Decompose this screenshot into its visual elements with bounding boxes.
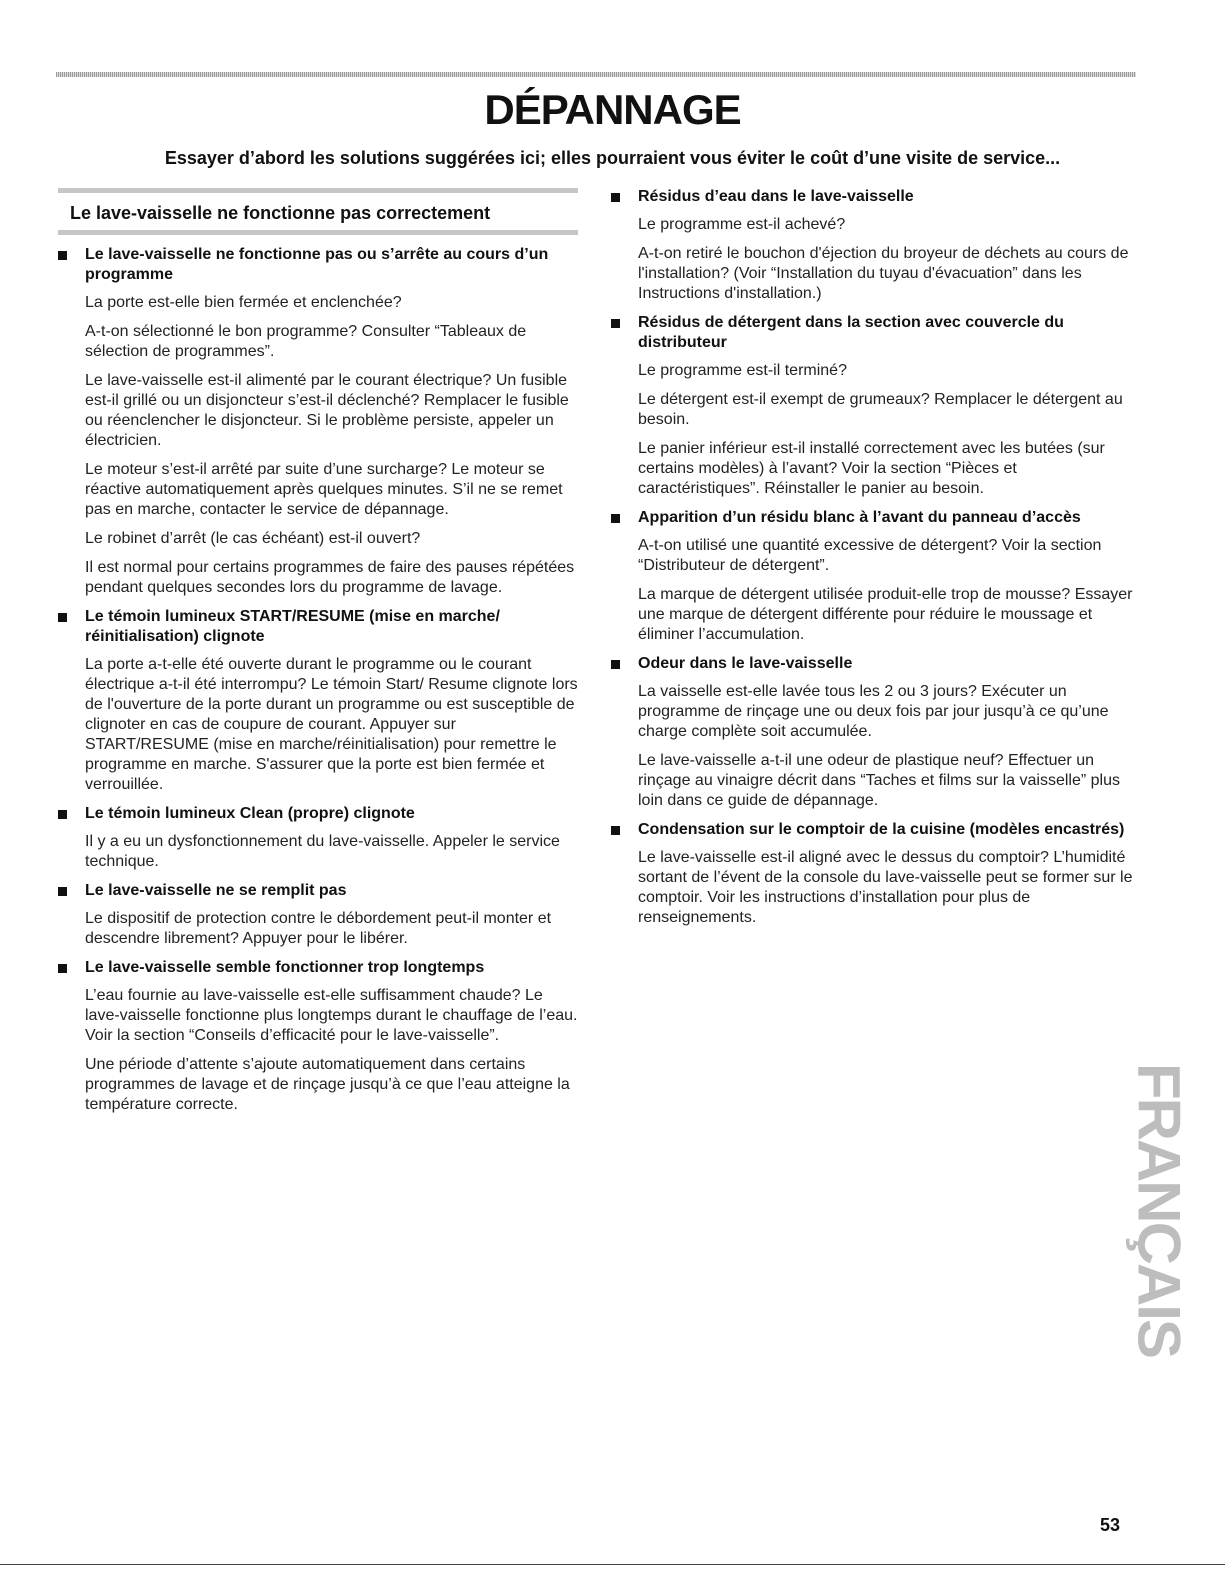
page-subtitle: Essayer d’abord les solutions suggérées ici; elles pourraient vous éviter le coût d’une visite de service... [164, 148, 1061, 168]
left-items [58, 245, 578, 1115]
troubleshooting-item [58, 881, 578, 949]
language-side-tab [1125, 1063, 1193, 1357]
item-title: Résidus de détergent dans la section avec couvercle du distributeur [638, 314, 1064, 351]
item-title: Le témoin lumineux Clean (propre) clignote [85, 805, 415, 822]
item-paragraph: Le lave-vaisselle a-t-il une odeur de plastique neuf? Effectuer un rinçage au vinaigre décrit dans “Taches et films sur la vaisselle” plus loin dans ce guide de dépannage. [638, 752, 1120, 809]
bullet-icon [611, 826, 620, 835]
item-paragraph: Le dispositif de protection contre le débordement peut-il monter et descendre librement? Appuyer pour le libérer. [85, 910, 552, 947]
item-paragraph: Le panier inférieur est-il installé correctement avec les butées (sur certains modèles) à l’avant? Voir la section “Pièces et caractéristiques”. Réinstaller le panier au besoin. [638, 440, 1105, 497]
item-title: Le lave-vaisselle ne se remplit pas [85, 882, 347, 899]
right-items [611, 187, 1136, 928]
header-rule [56, 72, 1136, 77]
left-column [58, 188, 578, 1124]
bullet-icon [611, 660, 620, 669]
troubleshooting-item [58, 245, 578, 598]
item-title: Condensation sur le comptoir de la cuisine (modèles encastrés) [638, 821, 1125, 838]
bullet-icon [58, 613, 67, 622]
right-column [611, 187, 1136, 937]
item-paragraph: Le détergent est-il exempt de grumeaux? Remplacer le détergent au besoin. [638, 391, 1123, 428]
troubleshooting-item [611, 508, 1136, 645]
item-paragraph: La marque de détergent utilisée produit-elle trop de mousse? Essayer une marque de détergent différente pour réduire le moussage et éliminer l’accumulation. [638, 586, 1133, 643]
item-paragraph: Le lave-vaisselle est-il alimenté par le courant électrique? Un fusible est-il grillé ou un disjoncteur s’est-il déclenché? Remplacer le fusible ou réenclencher le disjoncteur. Si le problème persiste, appeler un électricien. [85, 372, 569, 449]
item-paragraph: La porte est-elle bien fermée et enclenchée? [85, 294, 402, 311]
item-title: Le lave-vaisselle semble fonctionner trop longtemps [85, 959, 485, 976]
item-title: Apparition d’un résidu blanc à l’avant du panneau d’accès [638, 509, 1081, 526]
bullet-icon [611, 193, 620, 202]
item-title: Résidus d’eau dans le lave-vaisselle [638, 188, 914, 205]
bullet-icon [58, 810, 67, 819]
troubleshooting-item [611, 820, 1136, 928]
bullet-icon [58, 887, 67, 896]
bullet-icon [58, 251, 67, 260]
troubleshooting-item [611, 187, 1136, 304]
item-title: Le témoin lumineux START/RESUME (mise en marche/ réinitialisation) clignote [85, 608, 500, 645]
item-paragraph: Le robinet d’arrêt (le cas échéant) est-il ouvert? [85, 530, 421, 547]
item-title: Le lave-vaisselle ne fonctionne pas ou s’arrête au cours d’un programme [85, 246, 549, 283]
section-title: Le lave-vaisselle ne fonctionne pas correctement [70, 203, 491, 223]
page-number: 53 [1100, 1515, 1121, 1535]
bullet-icon [611, 514, 620, 523]
troubleshooting-item [58, 607, 578, 795]
item-paragraph: A-t-on sélectionné le bon programme? Consulter “Tableaux de sélection de programmes”. [85, 323, 527, 360]
bullet-icon [611, 319, 620, 328]
page-title: DÉPANNAGE [484, 86, 741, 133]
section-header [58, 188, 578, 235]
item-paragraph: La vaisselle est-elle lavée tous les 2 ou 3 jours? Exécuter un programme de rinçage une ou deux fois par jour jusqu’à ce qu’une charge complète soit accumulée. [638, 683, 1109, 740]
item-paragraph: Le programme est-il achevé? [638, 216, 846, 233]
item-paragraph: Une période d’attente s’ajoute automatiquement dans certains programmes de lavage et de rinçage jusqu’à ce que l’eau atteigne la température correcte. [85, 1056, 570, 1113]
item-title: Odeur dans le lave-vaisselle [638, 655, 853, 672]
troubleshooting-item [611, 313, 1136, 499]
footer-rule [0, 1564, 1225, 1565]
item-paragraph: Il est normal pour certains programmes de faire des pauses répétées pendant quelques secondes lors du programme de lavage. [85, 559, 575, 596]
language-tab-label: FRANÇAIS [1125, 1063, 1193, 1357]
troubleshooting-item [58, 804, 578, 872]
item-paragraph: La porte a-t-elle été ouverte durant le programme ou le courant électrique a-t-il été interrompu? Le témoin Start/ Resume clignote lors de l'ouverture de la porte durant un programme ou est susceptible de clignoter en cas de coupure de courant. Appuyer sur START/RESUME (mise en marche/réinitialisation) pour remettre le programme en marche. S'assurer que la porte est bien fermée et verrouillée. [85, 656, 578, 793]
item-paragraph: A-t-on utilisé une quantité excessive de détergent? Voir la section “Distributeur de détergent”. [638, 537, 1102, 574]
bullet-icon [58, 964, 67, 973]
item-paragraph: Le programme est-il terminé? [638, 362, 847, 379]
troubleshooting-item [58, 958, 578, 1115]
item-paragraph: Le lave-vaisselle est-il aligné avec le dessus du comptoir? L’humidité sortant de l’évent de la console du lave-vaisselle peut se former sur le comptoir. Voir les instructions d’installation pour plus de renseignements. [638, 849, 1133, 926]
item-paragraph: Il y a eu un dysfonctionnement du lave-vaisselle. Appeler le service technique. [85, 833, 560, 870]
item-paragraph: A-t-on retiré le bouchon d'éjection du broyeur de déchets au cours de l'installation? (Voir “Installation du tuyau d'évacuation” dans les Instructions d'installation.) [638, 245, 1129, 302]
item-paragraph: Le moteur s’est-il arrêté par suite d’une surcharge? Le moteur se réactive automatiquement après quelques minutes. S’il ne se remet pas en marche, contacter le service de dépannage. [85, 461, 563, 518]
item-paragraph: L’eau fournie au lave-vaisselle est-elle suffisamment chaude? Le lave-vaisselle fonctionne plus longtemps durant le chauffage de l’eau. Voir la section “Conseils d’efficacité pour le lave-vaisselle”. [85, 987, 578, 1044]
troubleshooting-item [611, 654, 1136, 811]
